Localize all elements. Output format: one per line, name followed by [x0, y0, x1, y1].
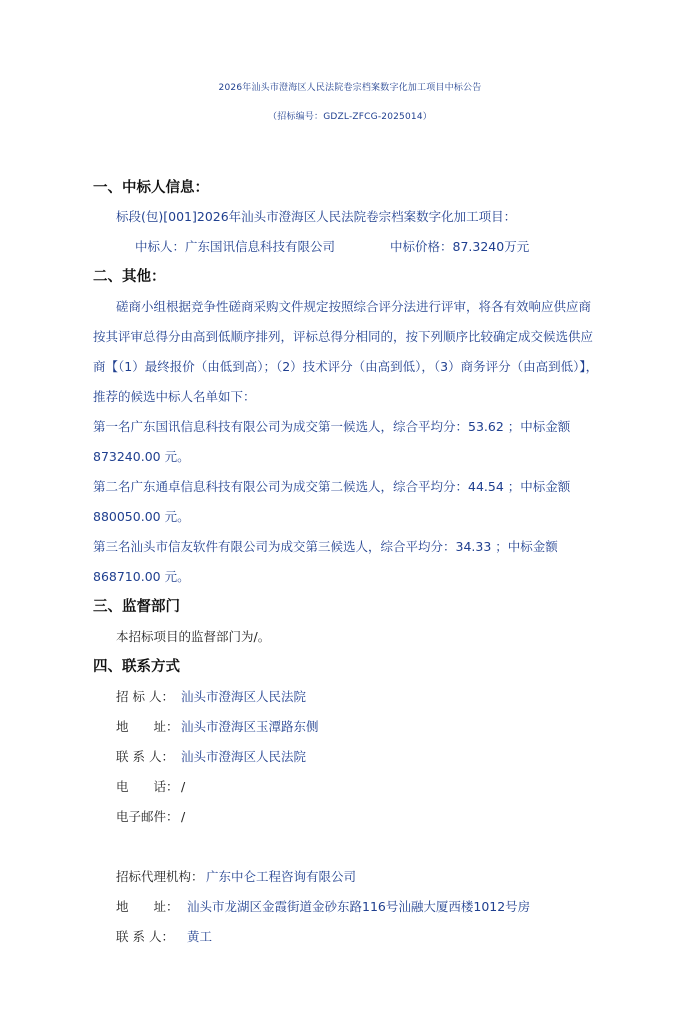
candidate-2-line2: 880050.00 元。	[93, 509, 190, 524]
supervision-text: 本招标项目的监督部门为/。	[116, 629, 271, 644]
lot-line: 标段(包)[001]2026年汕头市澄海区人民法院卷宗档案数字化加工项目：	[116, 209, 517, 224]
paragraph-line: 商【（1）最终报价（由低到高）；（2）技术评分（由高到低），（3）商务评分（由高到低）】，	[93, 359, 599, 374]
purchaser-phone-label: 电 话：	[116, 779, 179, 794]
purchaser-email-value: /	[181, 809, 186, 824]
purchaser-contact-label: 联 系 人：	[116, 749, 174, 764]
purchaser-address-value: 汕头市澄海区玉潭路东侧	[181, 719, 319, 734]
purchaser-address-label: 地 址：	[116, 719, 179, 734]
section-other-heading: 二、其他：	[93, 269, 166, 285]
paragraph-line: 推荐的候选中标人名单如下：	[93, 389, 256, 404]
purchaser-contact-value: 汕头市澄海区人民法院	[181, 749, 307, 764]
agency-value: 广东中仑工程咨询有限公司	[206, 869, 357, 884]
purchaser-phone-value: /	[181, 779, 186, 794]
purchaser-label: 招 标 人：	[116, 689, 174, 704]
winner-name: 中标人：广东国讯信息科技有限公司	[135, 239, 336, 254]
section-contact-heading: 四、联系方式	[93, 659, 180, 675]
purchaser-email-label: 电子邮件：	[116, 809, 179, 824]
section-supervision-heading: 三、监督部门	[93, 599, 180, 615]
purchaser-value: 汕头市澄海区人民法院	[181, 689, 307, 704]
paragraph-line: 按其评审总得分由高到低顺序排列，评标总得分相同的，按下列顺序比较确定成交候选供应	[93, 329, 594, 344]
paragraph-line: 磋商小组根据竞争性磋商采购文件规定按照综合评分法进行评审，将各有效响应供应商	[116, 299, 592, 314]
document-title: 2026年汕头市澄海区人民法院卷宗档案数字化加工项目中标公告	[218, 83, 482, 93]
agency-address-value: 汕头市龙湖区金霞街道金砂东路116号汕融大厦西楼1012号房	[187, 899, 531, 914]
winner-price: 中标价格：87.3240万元	[390, 239, 530, 254]
candidate-3-line2: 868710.00 元。	[93, 569, 190, 584]
candidate-1-line2: 873240.00 元。	[93, 449, 190, 464]
agency-contact-value: 黄工	[187, 929, 213, 944]
agency-contact-label: 联 系 人：	[116, 929, 174, 944]
tender-number: （招标编号：GDZL-ZFCG-2025014）	[268, 112, 432, 122]
candidate-3-line1: 第三名汕头市信友软件有限公司为成交第三候选人，综合平均分：34.33 ；中标金额	[93, 539, 558, 554]
candidate-1-line1: 第一名广东国讯信息科技有限公司为成交第一候选人，综合平均分：53.62 ；中标金额	[93, 419, 571, 434]
candidate-2-line1: 第二名广东通卓信息科技有限公司为成交第二候选人，综合平均分：44.54 ；中标金额	[93, 479, 571, 494]
agency-label: 招标代理机构：	[116, 869, 204, 884]
agency-address-label: 地 址：	[116, 899, 179, 914]
section-winner-heading: 一、中标人信息：	[93, 180, 209, 196]
